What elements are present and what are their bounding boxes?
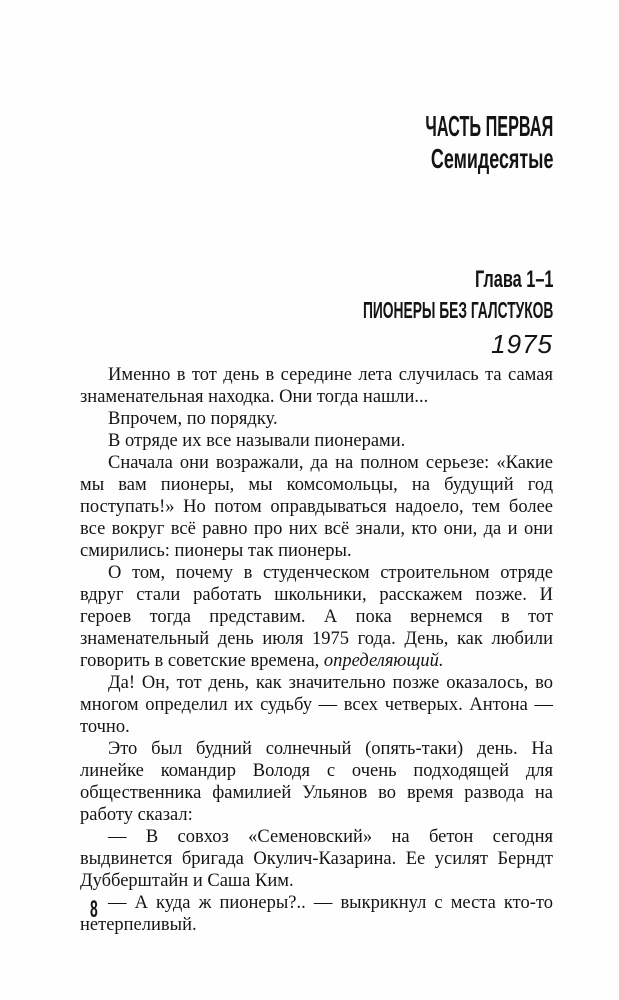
part-heading: [325, 112, 553, 174]
paragraph: [80, 826, 553, 892]
paragraph: [80, 452, 553, 562]
chapter-year: 1975: [491, 329, 553, 359]
part-title: [325, 143, 553, 174]
part-kicker-text: ЧАСТЬ ПЕРВАЯ: [425, 111, 553, 143]
paragraph: [80, 408, 553, 430]
text-run: Это был будний солнечный (опять-таки) день. На линейке командир Володя с очень подходящей для общественника фамилией Ульянов во время развода на работу сказал:: [80, 739, 553, 825]
part-title-text: Семидесятые: [430, 143, 553, 174]
paragraph: [80, 892, 553, 936]
paragraph: [80, 562, 553, 672]
page-number-text: 8: [90, 896, 98, 923]
paragraph: [80, 364, 553, 408]
text-run: Именно в тот день в середине лета случилась та самая знаменательная находка. Они тогда нашли...: [80, 365, 553, 407]
text-run: — В совхоз «Семеновский» на бетон сегодня выдвинется бригада Окулич-Казарина. Ее усилят Берндт Дубберштайн и Саша Ким.: [80, 827, 553, 891]
text-run: Впрочем, по порядку.: [108, 409, 278, 429]
text-run: Сначала они возражали, да на полном серьезе: «Какие мы вам пионеры, мы комсомольцы, на будущий год поступать!» Но потом оправдываться надоело, тем более все вокруг всё равно про них всё знали, кто они, да и они смирились: пионеры так пионеры.: [80, 453, 553, 561]
paragraph: [80, 430, 553, 452]
text-run: Да! Он, тот день, как значительно позже оказалось, во многом определил их судьбу — всех четверых. Антона — точно.: [80, 673, 553, 737]
emphasized-text: определяющий.: [323, 651, 444, 671]
chapter-number: [236, 264, 553, 295]
paragraph: [80, 738, 553, 826]
chapter-title: [236, 295, 553, 326]
chapter-title-text: ПИОНЕРЫ БЕЗ ГАЛСТУКОВ: [362, 297, 553, 323]
part-kicker: [325, 112, 553, 143]
body-text: [80, 364, 553, 936]
paragraph: [80, 672, 553, 738]
page-number: [90, 896, 103, 924]
chapter-number-text: Глава 1–1: [474, 266, 553, 293]
chapter-heading: [236, 264, 553, 360]
text-run: В отряде их все называли пионерами.: [108, 431, 406, 451]
text-run: О том, почему в студенческом строительном отряде вдруг стали работать школьники, расскажем позже. И героев тогда представим. А пока вернемся в тот знаменательный день июля 1975 года. День, как любили говорить в советские времена,: [80, 563, 553, 671]
text-run: — А куда ж пионеры?.. — выкрикнул с места кто-то нетерпеливый.: [80, 893, 553, 935]
